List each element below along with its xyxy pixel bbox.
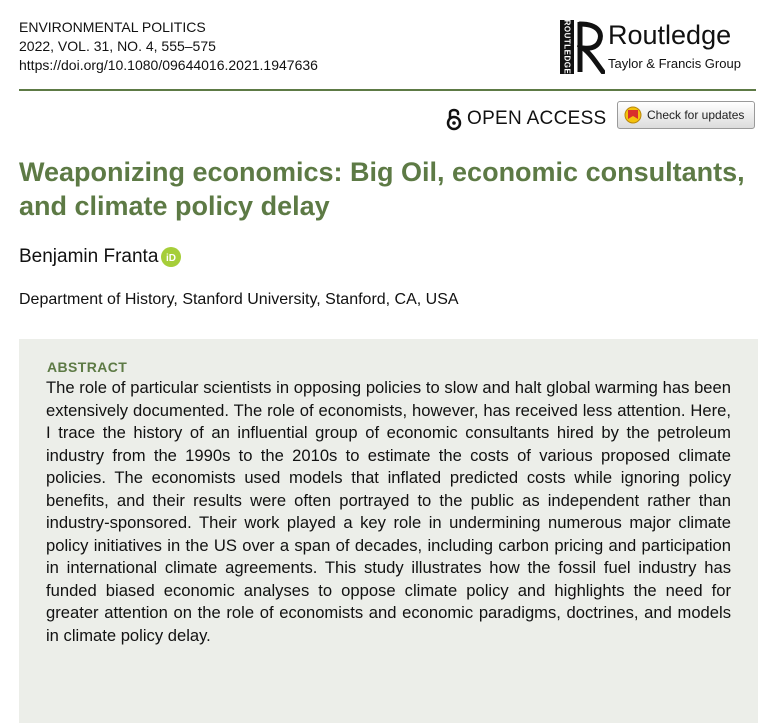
article-title: Weaponizing economics: Big Oil, economic consultants, and climate policy delay <box>19 157 745 221</box>
open-lock-icon <box>446 107 462 131</box>
journal-info <box>19 18 318 75</box>
crossmark-icon <box>624 106 642 124</box>
abstract-heading: ABSTRACT <box>47 359 128 375</box>
publisher-logo <box>560 18 755 78</box>
abstract-body: The role of particular scientists in opposing policies to slow and halt global warming has been extensively documented. The role of economists, however, has received less attention. Here, I trace the history of an influential group of economic consultants hired by the petroleum industry from the 1990s to the 2010s to estimate the costs of various proposed climate policies. The economists used models that inflated predicted costs while ignoring policy benefits, and their results were often portrayed to the public as independent rather than industry-sponsored. Their work played a key role in undermining numerous major climate policy initiatives in the US over a span of decades, including carbon pricing and participation in international climate agreements. This study illustrates how the fossil fuel industry has funded biased economic analyses to oppose climate policy and highlights the need for greater attention on the role of economists and economic paradigms, doctrines, and models in climate policy delay. <box>46 378 731 645</box>
publisher-name: Routledge <box>608 20 732 50</box>
open-access-label: OPEN ACCESS <box>467 108 607 129</box>
routledge-vertical-label: ROUTLEDGE <box>560 20 574 74</box>
header-divider <box>19 89 756 91</box>
abstract-section <box>19 339 758 723</box>
journal-name: ENVIRONMENTAL POLITICS <box>19 19 206 35</box>
svg-text:iD: iD <box>166 253 177 264</box>
author-affiliation: Department of History, Stanford University, Stanford, CA, USA <box>19 291 459 308</box>
author-name[interactable]: Benjamin Franta <box>19 246 159 267</box>
check-for-updates-button[interactable] <box>617 101 755 129</box>
volume-issue: 2022, VOL. 31, NO. 4, 555–575 <box>19 38 216 54</box>
check-for-updates-label: Check for updates <box>647 108 745 122</box>
doi-link[interactable]: https://doi.org/10.1080/09644016.2021.1947636 <box>19 57 318 73</box>
author-line <box>19 246 181 268</box>
orcid-icon[interactable] <box>161 247 181 267</box>
open-access-badge <box>446 107 607 131</box>
publisher-group: Taylor & Francis Group <box>608 56 741 71</box>
routledge-r-mark-icon <box>577 20 605 74</box>
